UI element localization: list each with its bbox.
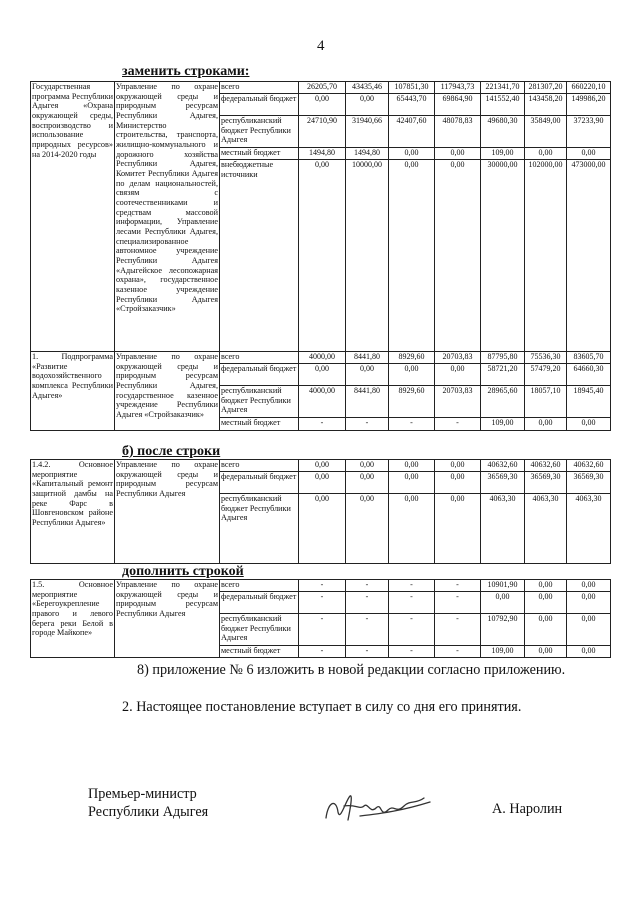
cell-value: 109,00 [481,646,525,658]
paragraph-2: 2. Настоящее постановление вступает в силу со дня его принятия. [122,699,522,715]
cell-value: 109,00 [481,148,525,160]
table-row [31,82,611,94]
cell-value: 87795,80 [481,352,525,364]
cell-value: 0,00 [525,580,567,592]
cell-value: 0,00 [567,592,611,614]
cell-value: 0,00 [567,646,611,658]
cell-value: 0,00 [389,494,435,564]
cell-value: - [299,580,346,592]
cell-value: 4063,30 [567,494,611,564]
cell-value: 65443,70 [389,94,435,116]
cell-value: 0,00 [435,160,481,352]
source-label: местный бюджет [220,148,299,160]
cell-value: 0,00 [299,364,346,386]
cell-value: 0,00 [299,94,346,116]
source-label: республиканский бюджет Республики Адыгея [220,494,299,564]
heading-replace: заменить строками: [122,64,250,79]
cell-value: - [389,580,435,592]
cell-value: 4000,00 [299,352,346,364]
cell-value: 49680,30 [481,116,525,148]
cell-value: 36569,30 [525,472,567,494]
signatory-title-line2: Республики Адыгея [88,803,209,820]
cell-value: 35849,00 [525,116,567,148]
source-label: всего [220,352,299,364]
cell-value: 31940,66 [346,116,389,148]
cell-value: - [389,646,435,658]
cell-value: 1494,80 [299,148,346,160]
cell-value: - [346,418,389,431]
measure-name: 1.4.2. Основное мероприятие «Капитальный ремонт защитной дамбы на реке Фарс в Шовгеновском районе Республики Адыгея» [31,460,115,564]
cell-value: 57479,20 [525,364,567,386]
cell-value: 0,00 [346,460,389,472]
cell-value: 0,00 [435,460,481,472]
cell-value: - [346,580,389,592]
source-label: федеральный бюджет [220,592,299,614]
subprogram-name: 1. Подпрограмма «Развитие водохозяйственного комплекса Республики Адыгея» [31,352,115,431]
cell-value: 0,00 [346,494,389,564]
cell-value: 0,00 [389,460,435,472]
source-label: всего [220,82,299,94]
cell-value: - [389,614,435,646]
cell-value: 43435,46 [346,82,389,94]
cell-value: 0,00 [525,614,567,646]
cell-value: 24710,90 [299,116,346,148]
cell-value: 18945,40 [567,386,611,418]
cell-value: 281307,20 [525,82,567,94]
cell-value: 0,00 [299,460,346,472]
measure-executor: Управление по охране окружающей среды и природным ресурсам Республики Адыгея [115,580,220,658]
budget-table-after-row [30,459,611,564]
cell-value: - [299,418,346,431]
cell-value: 40632,60 [567,460,611,472]
cell-value: - [346,646,389,658]
cell-value: 58721,20 [481,364,525,386]
cell-value: 117943,73 [435,82,481,94]
signatory-title [88,786,208,822]
cell-value: - [435,614,481,646]
cell-value: 0,00 [525,148,567,160]
cell-value: - [389,592,435,614]
cell-value: 0,00 [567,418,611,431]
program-executor: Управление по охране окружающей среды и природным ресурсам Республики Адыгея, Министерство строительства, транспорта, жилищно-коммунального и дорожного хозяйства Республики Адыгея, Комитет Республики Адыгея по делам национальностей, связям с соотечественниками и средствам массовой информации, Управление лесами Республики Адыгея, специализированное автономное учреждение Республики Адыгея «Адыгейское лесопожарная охрана», государственное казенное учреждение Республики Адыгея «Стройзаказчик» [115,82,220,352]
table-row [31,352,611,364]
cell-value: 0,00 [299,494,346,564]
table-row [31,580,611,592]
cell-value: 660220,10 [567,82,611,94]
cell-value: 0,00 [346,94,389,116]
cell-value: 18057,10 [525,386,567,418]
cell-value: 36569,30 [481,472,525,494]
cell-value: 141552,40 [481,94,525,116]
source-label: республиканский бюджет Республики Адыгея [220,386,299,418]
cell-value: 36569,30 [567,472,611,494]
paragraph-8: 8) приложение № 6 изложить в новой редакции согласно приложению. [137,662,566,678]
cell-value: 10000,00 [346,160,389,352]
program-name: Государственная программа Республики Адыгея «Охрана окружающей среды, воспроизводство и использование природных ресурсов» на 2014-2020 годы [31,82,115,352]
measure-executor: Управление по охране окружающей среды и природным ресурсам Республики Адыгея [115,460,220,564]
cell-value: 143458,20 [525,94,567,116]
cell-value: 0,00 [389,160,435,352]
cell-value: 40632,60 [481,460,525,472]
cell-value: 0,00 [389,364,435,386]
cell-value: - [389,418,435,431]
cell-value: 0,00 [435,364,481,386]
cell-value: - [299,614,346,646]
budget-table-added-row [30,579,611,658]
cell-value: - [299,592,346,614]
cell-value: - [299,646,346,658]
budget-table-main [30,81,611,431]
table-row [31,460,611,472]
cell-value: 149986,20 [567,94,611,116]
cell-value: - [435,646,481,658]
cell-value: 4063,30 [525,494,567,564]
cell-value: 8929,60 [389,386,435,418]
source-label: федеральный бюджет [220,472,299,494]
cell-value: - [346,592,389,614]
cell-value: 0,00 [299,472,346,494]
cell-value: 0,00 [389,148,435,160]
heading-add-row: дополнить строкой [122,564,244,579]
cell-value: 0,00 [299,160,346,352]
source-label: республиканский бюджет Республики Адыгея [220,116,299,148]
cell-value: 48078,83 [435,116,481,148]
subprogram-executor: Управление по охране окружающей среды и природным ресурсам Республики Адыгея, государственное казенное учреждение Республики Адыгея «Стройзаказчик» [115,352,220,431]
cell-value: 0,00 [567,148,611,160]
handwritten-signature [320,788,435,830]
cell-value: 83605,70 [567,352,611,364]
cell-value: 0,00 [481,592,525,614]
cell-value: 473000,00 [567,160,611,352]
source-label: федеральный бюджет [220,364,299,386]
cell-value: 10792,90 [481,614,525,646]
cell-value: 10901,90 [481,580,525,592]
cell-value: 69864,90 [435,94,481,116]
cell-value: 4000,00 [299,386,346,418]
cell-value: 37233,90 [567,116,611,148]
cell-value: 0,00 [567,580,611,592]
cell-value: 8929,60 [389,352,435,364]
cell-value: 0,00 [435,148,481,160]
cell-value: 40632,60 [525,460,567,472]
signatory-title-line1: Премьер-министр [88,786,197,802]
source-label: местный бюджет [220,646,299,658]
measure-name: 1.5. Основное мероприятие «Берегоукрепление правого и левого берега реки Белой в городе Майкопе» [31,580,115,658]
cell-value: 64660,30 [567,364,611,386]
cell-value: 221341,70 [481,82,525,94]
source-label: республиканский бюджет Республики Адыгея [220,614,299,646]
cell-value: 0,00 [435,494,481,564]
cell-value: 42407,60 [389,116,435,148]
cell-value: 0,00 [525,418,567,431]
source-label: всего [220,460,299,472]
cell-value: 1494,80 [346,148,389,160]
source-label: местный бюджет [220,418,299,431]
cell-value: 107851,30 [389,82,435,94]
cell-value: 4063,30 [481,494,525,564]
page-number: 4 [317,38,325,54]
cell-value: - [435,418,481,431]
source-label: всего [220,580,299,592]
cell-value: 0,00 [567,614,611,646]
cell-value: 0,00 [525,646,567,658]
cell-value: 0,00 [389,472,435,494]
cell-value: 28965,60 [481,386,525,418]
signatory-name: А. Наролин [492,801,563,817]
cell-value: 20703,83 [435,352,481,364]
cell-value: 0,00 [346,364,389,386]
cell-value: 8441,80 [346,352,389,364]
source-label: федеральный бюджет [220,94,299,116]
cell-value: 30000,00 [481,160,525,352]
cell-value: 102000,00 [525,160,567,352]
cell-value: - [435,592,481,614]
cell-value: 8441,80 [346,386,389,418]
cell-value: 0,00 [525,592,567,614]
cell-value: 109,00 [481,418,525,431]
cell-value: 26205,70 [299,82,346,94]
heading-after-row: б) после строки [122,444,221,459]
cell-value: 20703,83 [435,386,481,418]
cell-value: 0,00 [435,472,481,494]
cell-value: 75536,30 [525,352,567,364]
cell-value: 0,00 [346,472,389,494]
source-label: внебюджетные источники [220,160,299,352]
cell-value: - [346,614,389,646]
cell-value: - [435,580,481,592]
